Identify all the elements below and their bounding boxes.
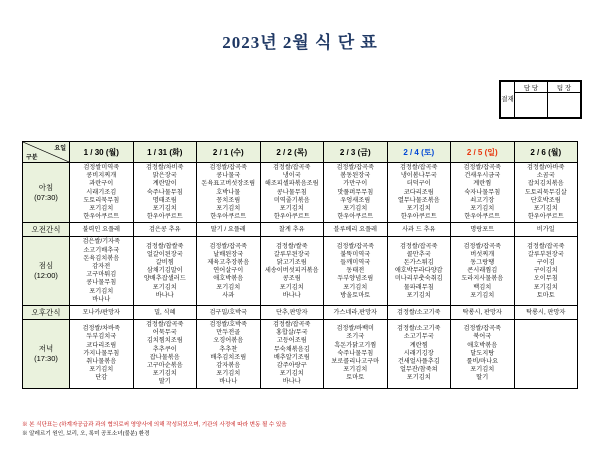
menu-item: 포기김치 [406,291,431,299]
row-label-name: 점심 [38,261,54,271]
menu-item: 무숙채볶음김 [273,345,310,353]
menu-item: 검정쌀/차바죽 [82,325,121,333]
snack-cell-1-1: 검은콩 추유 [133,223,197,237]
menu-item: 포기김치 [216,205,241,213]
menu-item: 미역줄기볶음 [273,196,310,204]
menu-item: 한우아쿠르트 [210,213,247,221]
menu-item: 바나나 [219,378,238,386]
menu-item: 꽁치조림 [216,196,241,204]
row-label-name: 오후간식 [31,307,61,317]
menu-item: 김치찜치조림 [146,337,183,345]
menu-item: 검정쌀/아바죽 [526,164,565,171]
menu-cell-0-3 [260,163,324,223]
menu-item: 북어국 [473,333,492,341]
day-header-3: 2 / 2 (목) [260,142,324,163]
menu-item: 포기김치 [279,283,304,291]
menu-item: 도라지사물볶음 [461,275,504,283]
snack-cell-3-6: 탁롱시, 판망자 [451,306,515,320]
row-label-time: (07:30) [34,192,58,202]
menu-item: 한우아쿠르트 [400,213,437,221]
menu-item: 들깨미역국 [340,258,371,266]
menu-item: 포기김치 [533,205,558,213]
menu-cell-2-4 [324,237,388,306]
menu-item: 검정쌀/잡곡죽 [209,164,248,171]
menu-item: 배추알기조림 [273,353,310,361]
menu-item: 얼갈이된장국 [146,250,183,258]
menu-item: 단호박조림 [530,196,561,204]
menu-item: 해조피셀파볶음조림 [264,180,319,188]
row-label-name: 아침 [38,182,54,192]
menu-cell-4-5 [387,320,451,389]
menu-item: 포기김치 [470,291,495,299]
table-row [23,237,578,306]
menu-cell-4-6 [451,320,515,389]
menu-cell-4-4 [324,320,388,389]
snack-cell-1-7: 비가일 [514,223,578,237]
menu-item: 돈육표고버섯장조림 [201,180,256,188]
corner-header [23,142,70,163]
menu-item: 바나나 [282,378,301,386]
menu-item: 포기김치 [470,366,495,374]
menu-item: 조기국 [346,333,365,341]
menu-cell-2-5 [387,237,451,306]
day-header-4: 2 / 3 (금) [324,142,388,163]
snack-cell-1-6: 명랑포트 [451,223,515,237]
table-header-row [23,142,578,163]
menu-item: 잡나물볶음 [149,353,180,361]
day-header-0: 1 / 30 (월) [70,142,134,163]
snack-cell-1-0: 불력인 요플레 [70,223,134,237]
menu-item: 포기김치 [89,287,114,295]
menu-table [22,141,578,389]
day-header-6: 2 / 5 (일) [451,142,515,163]
corner-header-type: 구분 [26,155,38,161]
menu-item: 두부양념조림 [337,275,374,283]
menu-item: 배추김치조림 [210,353,247,361]
menu-item: 포기김치 [89,366,114,374]
menu-item: 갈비찜 [155,258,174,266]
menu-item: 오징어볶음 [213,337,244,345]
menu-item: 돈가스튀김 [403,258,434,266]
menu-item: 포기김치 [152,283,177,291]
menu-item: 도토리묵무김살 [524,188,567,196]
row-label-2 [23,237,70,306]
menu-item: 콜만추국 [406,250,431,258]
menu-item: 검정쌀/잡곡죽 [399,164,438,171]
menu-item: 과란구이 [89,180,114,188]
menu-item: 코다리조림 [86,341,117,349]
menu-item: 계란찜 [473,180,492,188]
menu-item: 고구마튀김 [86,271,117,279]
menu-item: 코다리조림 [403,188,434,196]
menu-item: 한우아쿠르트 [146,213,183,221]
menu-item: 딸기 [476,374,489,382]
menu-item: 포기김치 [89,205,114,213]
menu-item: 백김치 [473,283,492,291]
menu-item: 고등어조림 [276,337,307,345]
menu-item: 시래기깅장 [403,349,434,357]
menu-cell-0-2 [197,163,261,223]
menu-item: 감자전 [92,263,111,271]
menu-item: 검정쌀/찹쌀죽 [145,242,184,250]
menu-item: 룰비/마나요 [466,357,499,365]
menu-item: 세송이버섯피커볶음 [264,267,319,275]
menu-item: 바나나 [92,295,111,303]
menu-item: 맛풀퍼무무침 [337,188,374,196]
menu-item: 한우아쿠르트 [273,213,310,221]
menu-item: 검정쌀/잡곡죽 [209,242,248,250]
menu-item: 콩나물무침 [276,188,307,196]
menu-item: 포기김치 [152,205,177,213]
menu-item: 갈루부된장국 [273,250,310,258]
day-header-1: 1 / 31 (화) [133,142,197,163]
menu-item: 검정쌀/차비죽 [145,164,184,171]
row-label-name: 오전간식 [31,224,61,234]
menu-cell-2-0 [70,237,134,306]
menu-cell-0-1 [133,163,197,223]
snack-cell-3-3: 단추,판망자 [260,306,324,320]
menu-cell-2-3 [260,237,324,306]
menu-item: 방울토마토 [340,291,371,299]
menu-item: 숙자나물무침 [464,188,501,196]
menu-item: 봄동된장국 [340,172,371,180]
menu-item: 삼채기김말이 [146,267,183,275]
menu-item: 포기김치 [533,283,558,291]
menu-cell-2-6 [451,237,515,306]
menu-item: 애호박무라다양감 [394,267,443,275]
menu-cell-4-1 [133,320,197,389]
menu-item: 바나나 [282,291,301,299]
menu-item: 얼무잔/참죽쳐 [399,366,438,374]
menu-item: 어묵무국 [152,329,177,337]
snack-cell-3-2: 검구밀/호박국 [197,306,261,320]
menu-item: 불뚝미역국 [340,250,371,258]
menu-cell-0-4 [324,163,388,223]
menu-item: 양배추잡샐러드 [143,275,186,283]
menu-item: 검정쌀/잡곡죽 [526,242,565,250]
day-header-5: 2 / 4 (토) [387,142,451,163]
menu-item: 가만구이 [343,180,368,188]
menu-item: 검정쌀/잡곡죽 [463,325,502,333]
menu-item: 검정쌀/잡곡죽 [336,164,375,171]
menu-item: 더덕구이 [406,180,431,188]
menu-item: 콩나물무침 [86,279,117,287]
snack-cell-3-5: 검정쌀/소고기죽 [387,306,451,320]
corner-header-day: 요일 [54,146,66,152]
table-row [23,223,578,237]
footnote-1: ※ 알레르기 원인, 보리, 오, 록미 공포소녀(불분) 환경 [22,430,150,437]
menu-item: 단감 [95,374,108,382]
menu-item: 닭고기조림 [276,258,307,266]
menu-item: 구이김치 [533,267,558,275]
menu-item: 물파래무침 [403,283,434,291]
menu-item: 포기김치 [343,205,368,213]
menu-item: 한우아쿠르트 [527,213,564,221]
menu-item: 콩나물국 [216,172,241,180]
menu-item: 도토리묵무침 [83,196,120,204]
menu-item: 달도지탕 [470,349,495,357]
menu-item: 미나리부춧숙취김 [394,275,443,283]
day-header-7: 2 / 6 (월) [514,142,578,163]
menu-cell-2-1 [133,237,197,306]
menu-item: 검정쌀/잡곡죽 [463,242,502,250]
menu-item: 건새우시금국 [464,172,501,180]
menu-cell-2-2 [197,237,261,306]
menu-item: 검정쌀/쌀죽 [275,242,308,250]
approval-col-1: 팀 장 [548,82,581,93]
menu-cell-0-6 [451,163,515,223]
menu-item: 포기김치 [406,374,431,382]
menu-item: 흑돈가닭고기찜 [334,341,377,349]
menu-cell-4-2 [197,320,261,389]
menu-cell-2-7 [514,237,578,306]
menu-item: 검정쌀/잡곡죽 [272,321,311,329]
menu-item: 바나나 [155,291,174,299]
snack-cell-3-4: 가스네라,판망자 [324,306,388,320]
menu-item: 애호박볶음 [213,275,244,283]
menu-item: 계란말이 [152,180,177,188]
menu-item: 열무나물조볶음 [397,196,440,204]
menu-item: 포기김치 [279,205,304,213]
menu-item: 우엉새조림 [340,196,371,204]
menu-item: 맑은장국 [152,172,177,180]
menu-item: 감자볶음 [216,362,241,370]
menu-item: 콩비지찌개 [86,172,117,180]
menu-cell-0-7 [514,163,578,223]
menu-item: 한우아쿠르트 [83,213,120,221]
menu-item: 호박나물 [216,188,241,196]
menu-item: 포기김치 [343,283,368,291]
menu-item: 냉이국 [282,172,301,180]
menu-item: 냉이봄나무국 [400,172,437,180]
menu-item: 돈육김치볶음 [83,254,120,262]
snack-cell-3-7: 탁롱시, 판망자 [514,306,578,320]
menu-item: 검정쌀/잡곡죽 [272,164,311,171]
menu-item: 시래기조김 [86,188,117,196]
menu-item: 포기김치 [470,205,495,213]
menu-item: 검정쌀미역죽 [83,164,120,171]
menu-item: 토마토 [536,291,555,299]
menu-item: 고구마순볶음 [146,362,183,370]
menu-item: 구이김 [536,258,555,266]
menu-item: 숙주나물무침 [337,349,374,357]
snack-cell-3-1: 밀, 식혜 [133,306,197,320]
menu-item: 날배된장국 [213,250,244,258]
menu-cell-4-7 [514,320,578,389]
menu-item: 숙주나물무침 [146,188,183,196]
row-label-0 [23,163,70,223]
menu-item: 동태전 [346,267,365,275]
menu-item: 명태조림 [152,196,177,204]
snack-cell-1-4: 블루베리 요플레 [324,223,388,237]
row-label-time: (17:30) [34,353,58,363]
page-title: 2023년 2월 식 단 표 [222,33,378,52]
row-label-4 [23,320,70,389]
menu-item: 검정쌀/잡곡죽 [463,164,502,171]
menu-item: 검정쌀/잡곡죽 [145,321,184,329]
table-row [23,320,578,389]
menu-cell-4-0 [70,320,134,389]
menu-item: 버섯찌개 [470,250,495,258]
snack-cell-1-2: 딸기 / 요플레 [197,223,261,237]
menu-table-wrap [22,141,578,389]
menu-item: 오이무침 [533,275,558,283]
menu-item: 한우아쿠르트 [464,213,501,221]
menu-item: 포기김치 [216,370,241,378]
menu-item: 애호박볶음 [467,341,498,349]
menu-item: 동그랑땡 [470,258,495,266]
menu-item: 콘시래찜김 [467,267,498,275]
menu-item: 소고기배추국 [83,246,120,254]
row-label-1 [23,223,70,237]
menu-item: 쇠고기장 [470,196,495,204]
menu-document [0,28,600,452]
menu-item: 추추찬 [219,345,238,353]
menu-item: 잡치김치볶음 [527,180,564,188]
menu-item: 연어살구이 [213,267,244,275]
row-label-3 [23,306,70,320]
menu-item: 검정쌀/호박죽 [209,321,248,329]
menu-item: 포기김치 [279,370,304,378]
menu-cell-0-0 [70,163,134,223]
menu-item: 감주아랑구 [276,362,307,370]
menu-item: 콩조림 [282,275,301,283]
menu-item: 포기김치 [343,366,368,374]
menu-item: 가지나물무침 [83,349,120,357]
menu-item: 검정쌀/소고기죽 [396,325,441,333]
menu-item: 갈루부된장국 [527,250,564,258]
snack-cell-1-3: 찰계 추유 [260,223,324,237]
menu-item: 한우아쿠르트 [337,213,374,221]
table-row [23,163,578,223]
approval-col-0: 담 당 [515,82,548,93]
snack-cell-1-5: 사과 드 추유 [387,223,451,237]
menu-item: 소고기무국 [403,333,434,341]
day-header-2: 2 / 1 (수) [197,142,261,163]
menu-item: 검정쌀/잡곡죽 [399,242,438,250]
row-label-time: (12:00) [34,271,58,281]
menu-item: 취나물볶음 [86,357,117,365]
approval-cell-0 [515,93,548,118]
menu-item: 검정쌀/바백미 [336,325,375,333]
footnote-0: ※ 본 식단표는 (하계자공급과 과의 협의로써 영양사에 의해 작성되었으며, 기관의 사정에 따라 변동 될 수 있음 [22,422,287,428]
menu-item: 소곰국 [536,172,555,180]
table-body [23,163,578,389]
menu-item: 검은쌀/기자죽 [82,238,121,246]
menu-item: 딸기 [158,378,171,386]
menu-cell-4-3 [260,320,324,389]
menu-item: 홍합살/무국 [275,329,308,337]
menu-cell-0-5 [387,163,451,223]
menu-item: 두부김치국 [86,333,117,341]
approval-cell-1 [548,93,581,118]
menu-item: 포기김치 [406,205,431,213]
menu-item: 포기김치 [152,370,177,378]
menu-item: 보로콜리나고구마 [331,357,380,365]
menu-item: 제육고추장볶음 [207,258,250,266]
row-label-name: 저녁 [38,343,54,353]
menu-item: 사과 [222,291,235,299]
approval-label: 결재 [501,82,515,118]
menu-item: 건새얼사플추김 [397,357,440,365]
menu-item: 검정쌀/잡곡죽 [336,242,375,250]
table-row [23,306,578,320]
approval-box [499,80,582,119]
menu-item: 추추쿠이 [152,345,177,353]
menu-item: 계란찜 [409,341,428,349]
menu-item: 만두전골 [216,329,241,337]
menu-item: 토마토 [346,374,365,382]
snack-cell-3-0: 모나카/판망자 [70,306,134,320]
menu-item: 포기김치 [216,283,241,291]
